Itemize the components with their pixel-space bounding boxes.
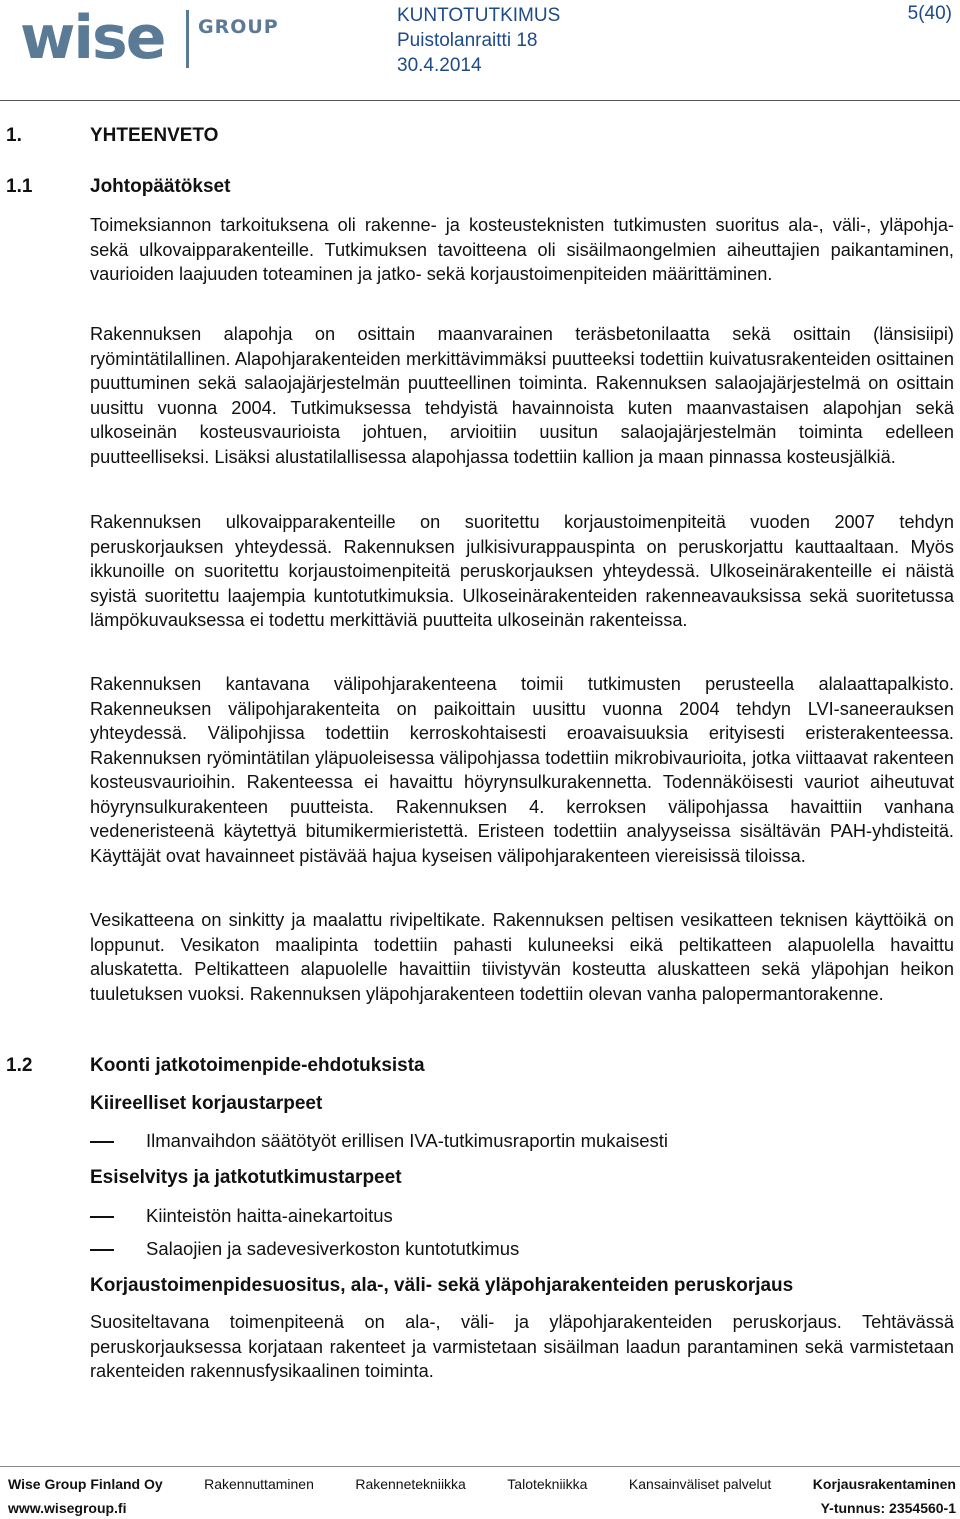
footer-service: Rakennuttaminen bbox=[204, 1476, 314, 1492]
paragraph: Vesikatteena on sinkitty ja maalattu rivipeltikate. Rakennuksen peltisen vesikatteen teknisen käyttöikä on loppunut. Vesikaton maalipinta todettiin pahasti kuluneeksi eikä peltikatteen alapuolella havaittu aluskatetta. Peltikatteen alapuolelle havaittiin tiivistyvän kosteutta aluskatteen sekä yläpohjan heikon tuuletuksen vuoksi. Rakennuksen yläpohjarakenteen todettiin olevan vanha palopermantorakenne. bbox=[90, 910, 954, 1004]
page-header bbox=[0, 0, 960, 102]
footer-service-last: Korjausrakentaminen bbox=[812, 1476, 956, 1492]
footer-service: Talotekniikka bbox=[507, 1476, 588, 1492]
document-address: Puistolanraitti 18 bbox=[397, 30, 538, 51]
subheading-repair-recommendation: Korjaustoimenpidesuositus, ala-, väli- sekä yläpohjarakenteiden peruskorjaus bbox=[90, 1275, 794, 1296]
dash-icon bbox=[90, 1216, 114, 1218]
list-item: Kiinteistön haitta-ainekartoitus bbox=[90, 1205, 393, 1227]
logo-group-text: GROUP bbox=[198, 16, 279, 38]
logo-wordmark: wise bbox=[20, 3, 165, 73]
footer-service: Rakennetekniikka bbox=[355, 1476, 466, 1492]
logo-divider bbox=[186, 10, 189, 68]
subheading-urgent-repairs: Kiireelliset korjaustarpeet bbox=[90, 1093, 323, 1114]
footer-website-link[interactable]: www.wisegroup.fi bbox=[8, 1500, 127, 1516]
footer-company: Wise Group Finland Oy bbox=[8, 1476, 163, 1492]
wise-group-logo bbox=[20, 3, 279, 73]
footer-business-id: Y-tunnus: 2354560-1 bbox=[820, 1500, 956, 1516]
page-number: 5(40) bbox=[907, 3, 952, 24]
dash-icon bbox=[90, 1249, 114, 1251]
list-item: Salaojien ja sadevesiverkoston kuntotutkimus bbox=[90, 1238, 519, 1260]
section-heading-1-1: 1.1 Johtopäätökset bbox=[6, 176, 231, 197]
paragraph: Rakennuksen kantavana välipohjarakenteena toimii tutkimusten perusteella alalaattapalkisto. Rakenneuksen välipohjarakenteita on paikoittain uusittu vuonna 2004 tehdyn LVI-saneerauksen yhteydessä. Välipohjissa todettiin kerroskohtaisesti eroavaisuuksia erityisesti eristerakenteessa. Rakennuksen ryömintätilan yläpuoleisessa välipohjassa todettiin mikrobivaurioita, jotka viittaavat rakenteen kosteusvaurioihin. Rakenteessa ei havaittu höyrynsulkurakennetta. Todennäköisesti vauriot aiheutuvat höyrynsulkurakenteen puutteista. Rakennuksen 4. kerroksen välipohjassa havaittiin vanhana vedeneristeenä käytettyä bitumikermieristettä. Eristeen todettiin analyyseissa sisältävän PAH-yhdisteitä. Käyttäjät ovat havainneet pistävää hajua kyseisen välipohjarakenteen viereisissä tiloissa. bbox=[90, 674, 954, 866]
footer-divider bbox=[0, 1466, 960, 1467]
document-info bbox=[397, 3, 560, 78]
document-title: KUNTOTUTKIMUS bbox=[397, 5, 561, 26]
paragraph: Toimeksiannon tarkoituksena oli rakenne- ja kosteusteknisten tutkimusten suoritus ala-, väli-, yläpohja- sekä ulkovaipparakenteille. Tutkimuksen tavoitteena oli sisäilmaongelmien aiheuttajien paikantaminen, vaurioiden laajuuden toteaminen ja jatko- sekä korjaustoimenpiteiden määrittäminen. bbox=[90, 215, 954, 284]
document-date: 30.4.2014 bbox=[397, 55, 482, 76]
section-heading-1: 1. YHTEENVETO bbox=[6, 125, 219, 146]
footer-service: Kansainväliset palvelut bbox=[628, 1476, 772, 1492]
list-item: Ilmanvaihdon säätötyöt erillisen IVA-tutkimusraportin mukaisesti bbox=[90, 1130, 668, 1152]
paragraph: Suositeltavana toimenpiteenä on ala-, väli- ja yläpohjarakenteiden peruskorjaus. Tehtävässä peruskorjauksessa korjataan rakenteet ja varmistetaan sisäilman laadun parantaminen sekä varmistetaan rakenteiden rakennusfysikaalinen toiminta. bbox=[90, 1312, 954, 1381]
header-divider bbox=[0, 100, 960, 101]
paragraph: Rakennuksen alapohja on osittain maanvarainen teräsbetonilaatta sekä osittain (länsisiipi) ryömintätilallinen. Alapohjarakenteiden merkittävimmäksi puutteeksi todettiin kuivatusrakenteiden osittainen puuttuminen sekä salaojajärjestelmän puutteellinen toiminta. Rakennuksen salaojajärjestelmä on osittain uusittu vuonna 2004. Tutkimuksessa tehdyistä havainnoista kuten maanvastaisen alapohjan sekä ulkoseinän kosteusvaurioista johtuen, arvioitiin uusitun salaojajärjestelmän toiminta edelleen puutteelliseksi. Lisäksi alustatilallisessa alapohjassa todettiin kallion ja maan pinnassa kosteusjälkiä. bbox=[90, 324, 954, 467]
paragraph: Rakennuksen ulkovaipparakenteille on suoritettu korjaustoimenpiteitä vuoden 2007 tehdyn peruskorjauksen yhteydessä. Rakennuksen julkisivurappauspinta on peruskorjattu kauttaaltaan. Myös ikkunoille on suoritettu korjaustoimenpiteitä peruskorjauksen yhteydessä. Ulkoseinärakenteille ei näistä syistä suoritettu laajempia kuntotutkimuksia. Ulkoseinärakenteiden rakenneavauksissa sekä suoritetussa lämpökuvauksessa ei todettu merkittäviä puutteita ulkoseinän rakenteissa. bbox=[90, 512, 954, 630]
section-heading-1-2: 1.2 Koonti jatkotoimenpide-ehdotuksista bbox=[6, 1055, 425, 1076]
page-footer bbox=[0, 1466, 960, 1519]
footer-services bbox=[8, 1476, 956, 1492]
dash-icon bbox=[90, 1141, 114, 1143]
subheading-further-studies: Esiselvitys ja jatkotutkimustarpeet bbox=[90, 1167, 402, 1188]
